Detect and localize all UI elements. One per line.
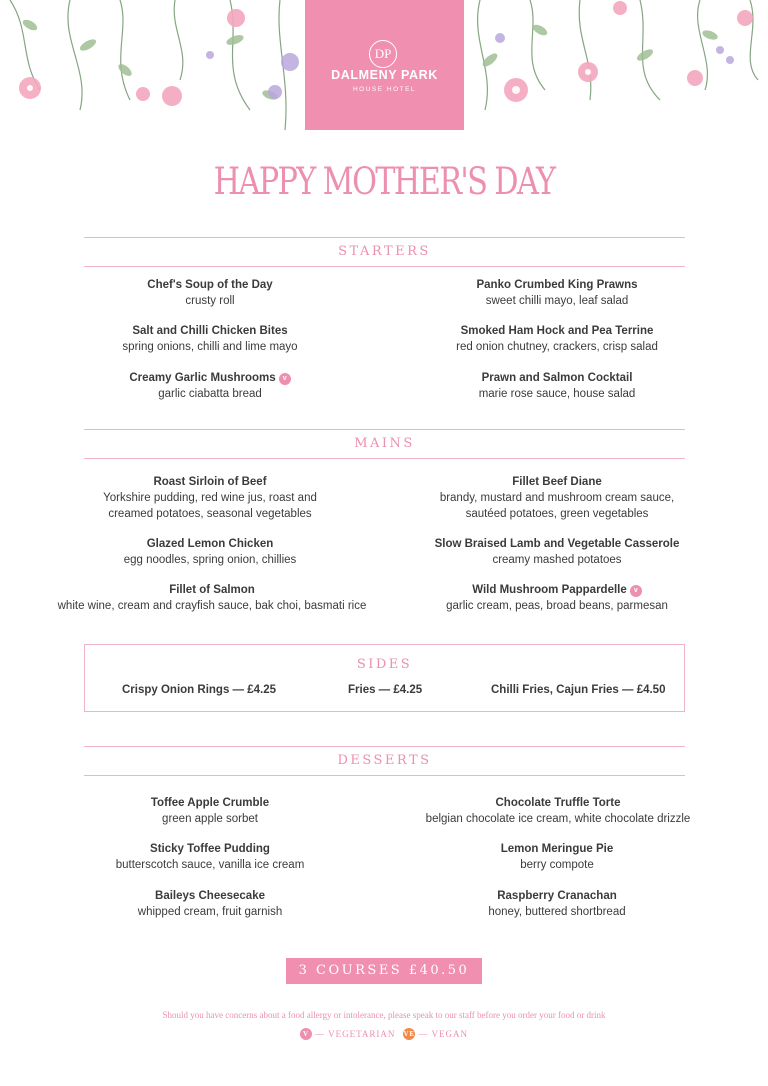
menu-item (387, 841, 727, 873)
item-desc: Yorkshire pudding, red wine jus, roast and (103, 492, 317, 504)
side-item: Chilli Fries, Cajun Fries — £4.50 (491, 684, 666, 696)
allergy-note: Should you have concerns about a food allergy or intolerance, please speak to our staff before you order your food or drink (162, 1010, 606, 1020)
menu-item (387, 277, 727, 309)
menu-item (22, 582, 402, 614)
item-desc: sweet chilli mayo, leaf salad (485, 295, 629, 307)
item-name: Fillet Beef Diane (512, 476, 602, 488)
item-desc: honey, buttered shortbread (488, 906, 626, 918)
item-name: Raspberry Cranachan (497, 890, 617, 902)
item-name: Lemon Meringue Pie (500, 843, 614, 855)
vegetarian-badge-icon: V (300, 1028, 312, 1040)
desserts-heading: DESSERTS (337, 753, 432, 768)
vegan-label: — VEGAN (418, 1029, 468, 1039)
menu-item (387, 582, 727, 614)
item-name: Slow Braised Lamb and Vegetable Casserole (434, 538, 680, 550)
menu-item (387, 370, 727, 402)
item-name: Chef's Soup of the Day (147, 279, 273, 291)
item-desc: egg noodles, spring onion, chillies (123, 554, 297, 566)
item-desc: white wine, cream and crayfish sauce, bak choi, basmati rice (57, 600, 367, 612)
page-title: HAPPY MOTHER'S DAY (213, 160, 555, 203)
item-desc: sautéed potatoes, green vegetables (465, 508, 649, 520)
item-name: Smoked Ham Hock and Pea Terrine (460, 325, 654, 337)
menu-item (387, 536, 727, 568)
item-name: Prawn and Salmon Cocktail (481, 372, 633, 384)
item-name: Toffee Apple Crumble (150, 797, 270, 809)
desserts-header (84, 746, 685, 776)
item-desc: red onion chutney, crackers, crisp salad (456, 341, 658, 353)
menu-item (378, 795, 738, 827)
vegetarian-badge-icon: v (630, 585, 642, 597)
item-name: Wild Mushroom Pappardelle (472, 584, 627, 596)
starters-heading: STARTERS (338, 244, 431, 259)
item-desc: creamy mashed potatoes (492, 554, 622, 566)
menu-item (387, 323, 727, 355)
brand-subtitle: HOUSE HOTEL (352, 86, 417, 93)
item-name: Panko Crumbed King Prawns (476, 279, 638, 291)
item-name: Sticky Toffee Pudding (150, 843, 270, 855)
menu-item (40, 795, 380, 827)
item-desc: garlic cream, peas, broad beans, parmesan (446, 600, 668, 612)
sides-heading: SIDES (356, 657, 413, 672)
item-desc: marie rose sauce, house salad (478, 388, 636, 400)
item-name: Baileys Cheesecake (155, 890, 265, 902)
sides-section (84, 644, 685, 712)
item-desc: creamed potatoes, seasonal vegetables (108, 508, 312, 520)
menu-item (40, 888, 380, 920)
item-desc: green apple sorbet (162, 813, 258, 825)
menu-item (40, 536, 380, 568)
vegetarian-label: — VEGETARIAN (315, 1029, 396, 1039)
menu-item (40, 474, 380, 522)
mains-header (84, 429, 685, 459)
item-desc: brandy, mustard and mushroom cream sauce, (439, 492, 675, 504)
brand-name: DALMENY PARK (331, 68, 438, 82)
side-item: Fries — £4.25 (348, 684, 423, 696)
item-desc: butterscotch sauce, vanilla ice cream (115, 859, 305, 871)
menu-item (387, 888, 727, 920)
dietary-legend (0, 1028, 768, 1040)
item-desc: belgian chocolate ice cream, white chocolate drizzle (425, 813, 691, 825)
vegan-badge-icon: VE (403, 1030, 416, 1038)
price-banner: 3 COURSES £40.50 (286, 958, 482, 984)
item-name: Glazed Lemon Chicken (146, 538, 274, 550)
item-desc: spring onions, chilli and lime mayo (122, 341, 298, 353)
menu-item (387, 474, 727, 522)
item-desc: berry compote (520, 859, 594, 871)
menu-item (40, 841, 380, 873)
item-name: Creamy Garlic Mushrooms (129, 372, 276, 384)
item-name: Salt and Chilli Chicken Bites (132, 325, 288, 337)
item-desc: garlic ciabatta bread (158, 388, 262, 400)
menu-item (40, 323, 380, 355)
item-name: Fillet of Salmon (169, 584, 255, 596)
item-desc: crusty roll (185, 295, 235, 307)
menu-item (40, 277, 380, 309)
logo (305, 0, 464, 130)
starters-header (84, 237, 685, 267)
mains-heading: MAINS (354, 436, 415, 451)
item-desc: whipped cream, fruit garnish (137, 906, 283, 918)
side-item: Crispy Onion Rings — £4.25 (122, 684, 277, 696)
item-name: Roast Sirloin of Beef (153, 476, 267, 488)
vegetarian-badge-icon: v (279, 373, 291, 385)
item-name: Chocolate Truffle Torte (495, 797, 621, 809)
menu-item (40, 370, 380, 402)
monogram-icon: DP (369, 40, 397, 68)
